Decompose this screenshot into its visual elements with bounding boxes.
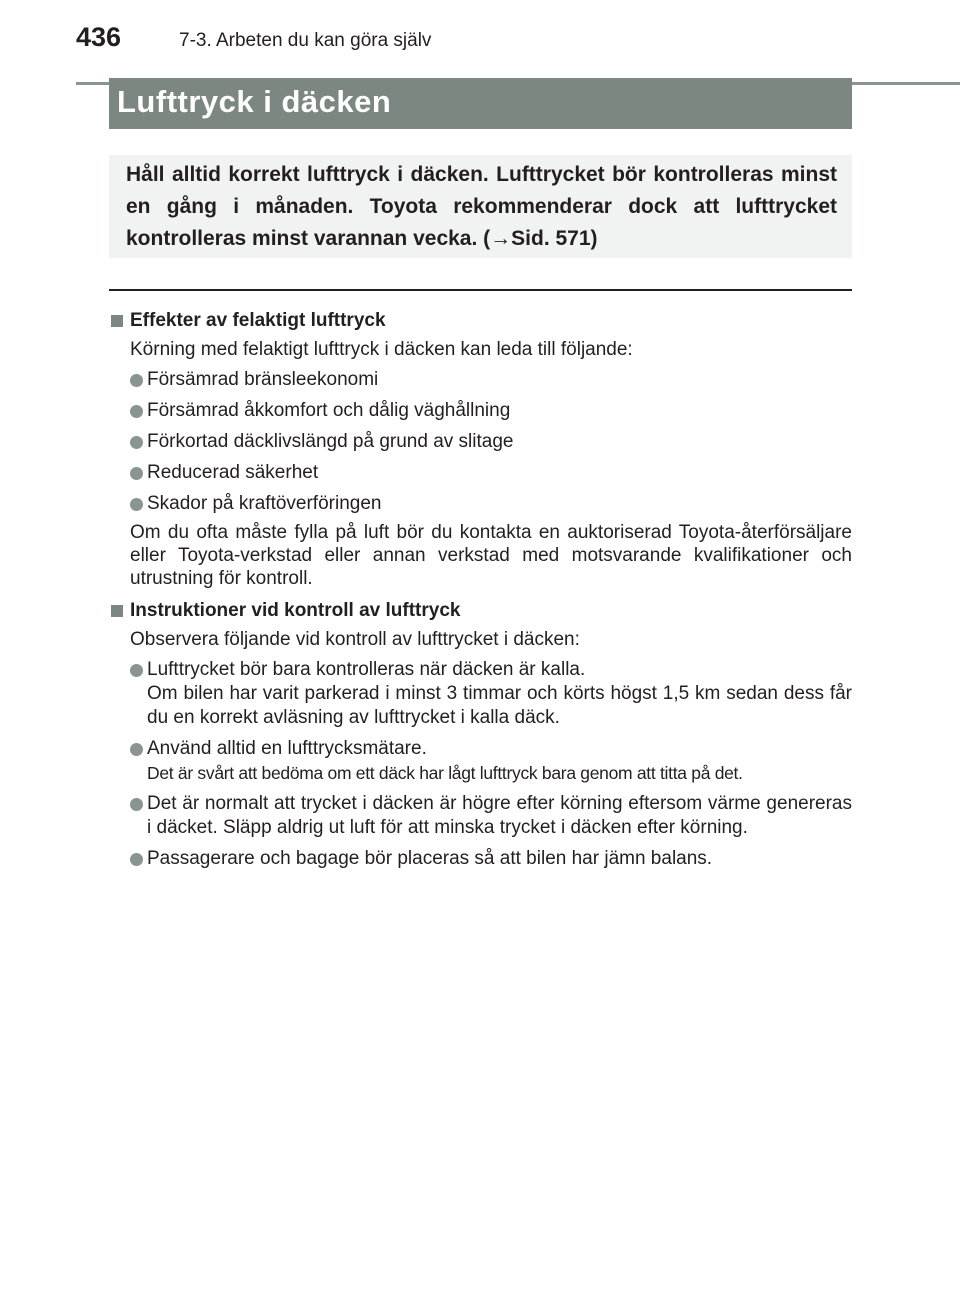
square-bullet-icon (111, 605, 123, 617)
section-heading-text: Instruktioner vid kontroll av lufttryck (130, 600, 461, 621)
list-item-text: Skador på kraftöverföringen (147, 493, 382, 514)
list-item (109, 847, 852, 871)
section-heading-instructions (109, 599, 852, 623)
circle-bullet-icon (130, 405, 143, 418)
list-item-text: Försämrad bränsleekonomi (147, 369, 379, 390)
section-heading-effects (109, 309, 852, 333)
page-title: Lufttryck i däcken (117, 84, 392, 119)
page-header (76, 22, 960, 58)
intro-text: Håll alltid korrekt lufttryck i däcken. Lufttrycket bör kontrolleras minst en gång i månaden. Toyota rekommenderar dock att lufttrycket kontrolleras minst varannan vecka. (→Sid. 571) (126, 163, 837, 250)
section-title-bar (109, 78, 852, 129)
content (109, 300, 852, 871)
section-intro: Körning med felaktigt lufttryck i däcken kan leda till följande: (130, 339, 633, 360)
intro-box (109, 155, 852, 258)
list-item-text: Förkortad däcklivslängd på grund av slitage (147, 431, 514, 452)
list-item-text: Det är normalt att trycket i däcken är högre efter körning eftersom värme genereras i däcket. Släpp aldrig ut luft för att minska trycket i däcken efter körning. (147, 793, 852, 838)
list-item-text: Använd alltid en lufttrycksmätare. (147, 738, 427, 759)
list-item (109, 792, 852, 840)
list-item (109, 430, 852, 454)
list-item-text: Försämrad åkkomfort och dålig väghållning (147, 400, 511, 421)
section-heading-text: Effekter av felaktigt lufttryck (130, 310, 386, 331)
circle-bullet-icon (130, 436, 143, 449)
circle-bullet-icon (130, 853, 143, 866)
section-outro: Om du ofta måste fylla på luft bör du kontakta en auktoriserad Toyota-återförsäljare eller Toyota-verkstad eller annan verkstad med motsvarande kvalifikationer och utrustning för kontroll. (130, 522, 852, 589)
circle-bullet-icon (130, 664, 143, 677)
list-item-text: Reducerad säkerhet (147, 462, 319, 483)
list-item-detail: Om bilen har varit parkerad i minst 3 timmar och körts högst 1,5 km sedan dess får du en korrekt avläsning av lufttrycket i kalla däck. (147, 683, 852, 728)
list-item-text: Lufttrycket bör bara kontrolleras när däcken är kalla. (147, 659, 586, 680)
list-item (109, 492, 852, 516)
circle-bullet-icon (130, 374, 143, 387)
content-divider (109, 289, 852, 291)
square-bullet-icon (111, 315, 123, 327)
circle-bullet-icon (130, 743, 143, 756)
circle-bullet-icon (130, 498, 143, 511)
list-item (109, 658, 852, 730)
circle-bullet-icon (130, 467, 143, 480)
list-item (109, 737, 852, 785)
list-item-detail: Det är svårt att bedöma om ett däck har lågt lufttryck bara genom att titta på det. (147, 763, 743, 783)
list-item (109, 461, 852, 485)
list-item-text: Passagerare och bagage bör placeras så att bilen har jämn balans. (147, 848, 713, 869)
list-item (109, 368, 852, 392)
page-number: 436 (76, 22, 122, 52)
chapter-title: 7-3. Arbeten du kan göra själv (179, 30, 432, 51)
section-intro: Observera följande vid kontroll av lufttrycket i däcken: (130, 629, 580, 650)
circle-bullet-icon (130, 798, 143, 811)
list-item (109, 399, 852, 423)
